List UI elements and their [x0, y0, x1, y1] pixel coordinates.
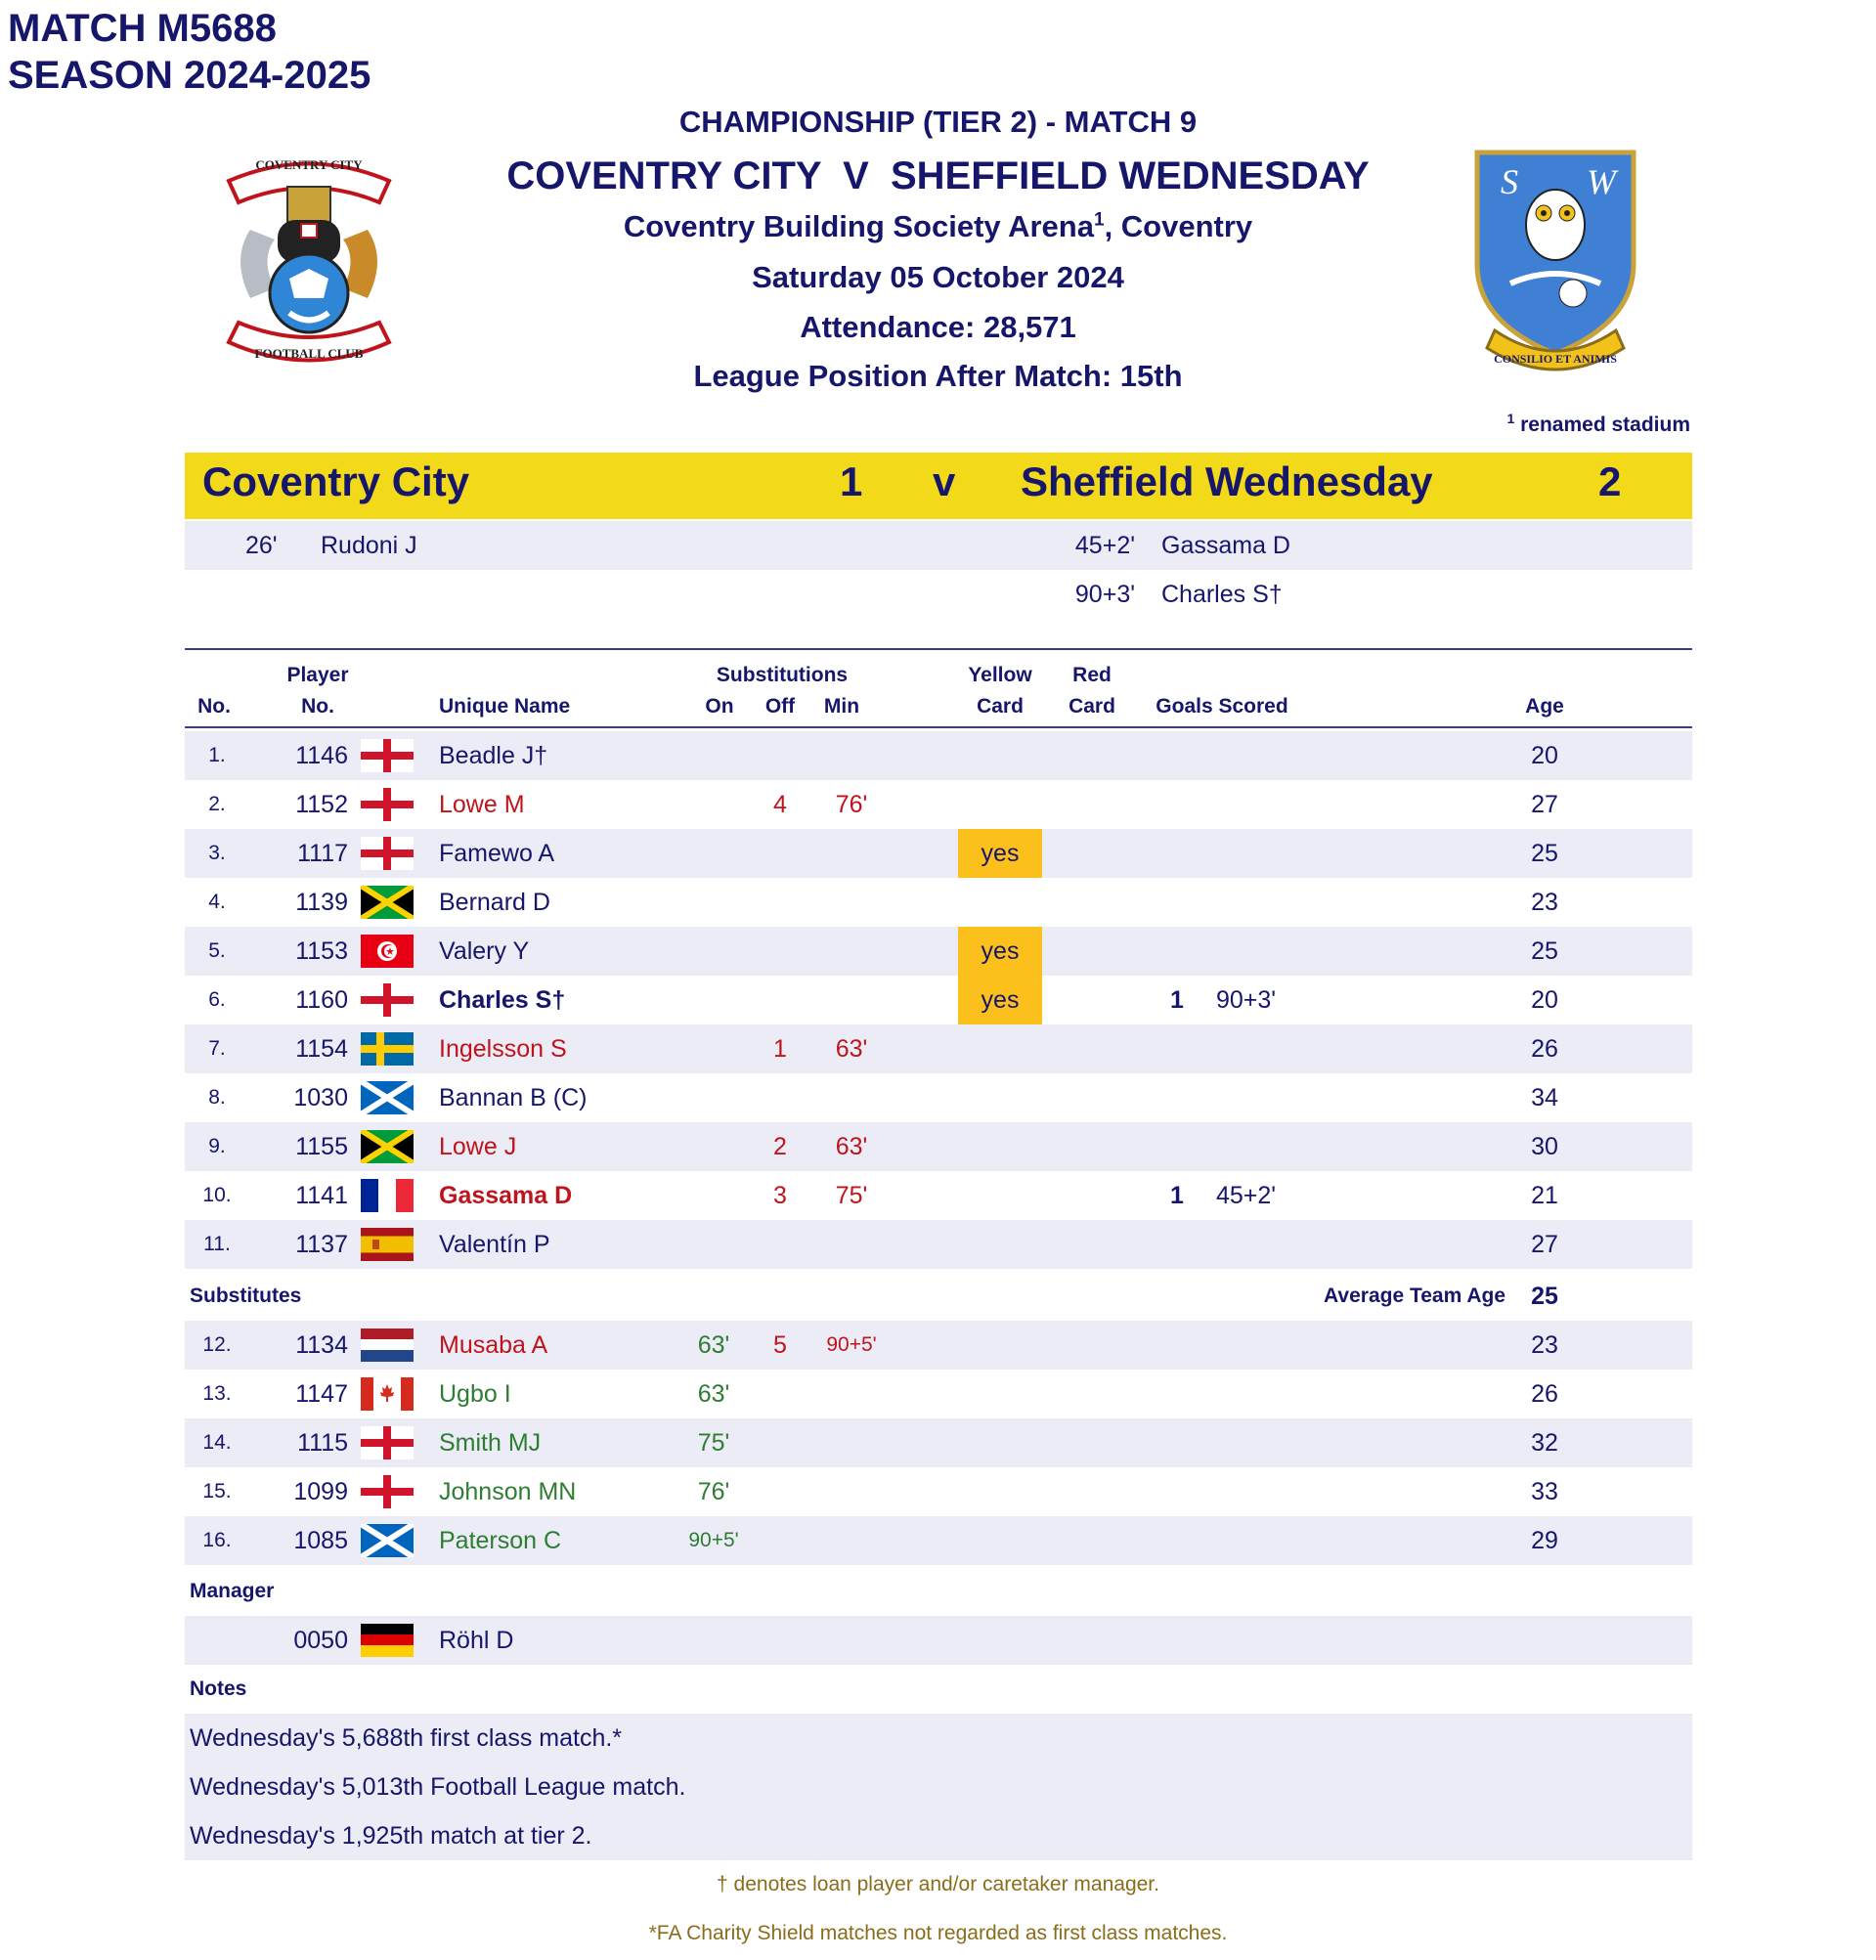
- venue-name: Coventry Building Society Arena: [623, 209, 1094, 243]
- header-no: No.: [197, 695, 231, 718]
- season-label: SEASON 2024-2025: [8, 54, 371, 97]
- player-age: 25: [1531, 937, 1558, 965]
- player-name: Valentín P: [439, 1231, 550, 1258]
- coventry-city-crest-icon: [221, 152, 397, 374]
- shirt-number: 14.: [202, 1431, 232, 1454]
- goals-row-2: [185, 570, 1692, 619]
- notes-label: Notes: [190, 1677, 247, 1700]
- england-flag-icon: [361, 788, 414, 821]
- player-age: 33: [1531, 1478, 1558, 1505]
- player-row: [185, 927, 1692, 976]
- substitutes-label: Substitutes: [190, 1285, 302, 1307]
- sub-off-minute: 90+5': [826, 1333, 877, 1356]
- player-age: 23: [1531, 889, 1558, 916]
- shirt-number: 1.: [208, 744, 226, 766]
- sub-off-number: 4: [773, 791, 787, 818]
- player-number: 1030: [293, 1084, 348, 1111]
- player-number: 1152: [295, 791, 348, 818]
- header-off: Off: [764, 695, 796, 718]
- player-row: [185, 1122, 1692, 1171]
- sub-off-number: 2: [773, 1133, 787, 1160]
- player-row: [185, 1467, 1692, 1516]
- home-crest-top-text: COVENTRY CITY: [255, 157, 363, 172]
- sub-off-minute: 63': [835, 1035, 868, 1063]
- jamaica-flag-icon: [361, 886, 414, 919]
- netherlands-flag-icon: [361, 1328, 414, 1362]
- player-age: 20: [1531, 742, 1558, 769]
- header-player-no-line1: Player: [286, 664, 349, 686]
- player-row: [185, 878, 1692, 927]
- sub-on-minute: 90+5': [688, 1529, 739, 1551]
- player-name: Gassama D: [439, 1182, 573, 1209]
- player-number: 1141: [295, 1182, 348, 1209]
- player-row: [185, 1418, 1692, 1467]
- away-goal-scorer: Gassama D: [1161, 532, 1290, 559]
- header-goals-scored: Goals Scored: [1156, 695, 1288, 718]
- player-name: Bernard D: [439, 889, 550, 916]
- goals-count: 1: [1170, 1182, 1184, 1209]
- venue-footnote-mark: 1: [1093, 209, 1105, 231]
- sub-off-number: 1: [773, 1035, 787, 1063]
- canada-flag-icon: [361, 1377, 414, 1411]
- note-text: Wednesday's 5,688th first class match.*: [190, 1724, 623, 1752]
- header-age: Age: [1525, 695, 1564, 718]
- player-age: 29: [1531, 1527, 1558, 1554]
- shirt-number: 9.: [208, 1135, 226, 1157]
- away-goal-minute: 45+2': [1074, 532, 1135, 559]
- player-name: Beadle J†: [439, 742, 548, 769]
- home-team-name: Coventry City: [202, 458, 470, 504]
- versus-label: v: [933, 458, 956, 504]
- player-name: Ingelsson S: [439, 1035, 567, 1063]
- header-player-no-line2: No.: [301, 695, 334, 718]
- sweden-flag-icon: [361, 1032, 414, 1066]
- player-name: Smith MJ: [439, 1429, 542, 1457]
- player-number: 1115: [297, 1429, 348, 1457]
- player-age: 27: [1531, 1231, 1558, 1258]
- shirt-number: 15.: [202, 1480, 232, 1503]
- shirt-number: 12.: [202, 1333, 232, 1356]
- sub-on-minute: 76': [697, 1478, 730, 1505]
- away-team-name: Sheffield Wednesday: [1021, 458, 1433, 504]
- goal-minute: 90+3': [1216, 986, 1277, 1014]
- note-text: Wednesday's 5,013th Football League match.: [190, 1773, 686, 1801]
- competition-title: CHAMPIONSHIP (TIER 2) - MATCH 9: [678, 105, 1198, 139]
- player-age: 26: [1531, 1035, 1558, 1063]
- shirt-number: 8.: [208, 1086, 226, 1109]
- player-age: 30: [1531, 1133, 1558, 1160]
- match-code: MATCH M5688: [8, 7, 277, 50]
- player-age: 34: [1531, 1084, 1558, 1111]
- player-row: [185, 780, 1692, 829]
- note-row-1: [185, 1714, 1692, 1763]
- player-age: 25: [1531, 840, 1558, 867]
- sub-off-minute: 63': [835, 1133, 868, 1160]
- player-name: Valery Y: [439, 937, 530, 965]
- france-flag-icon: [361, 1179, 414, 1212]
- shirt-number: 2.: [208, 793, 226, 815]
- header-unique-name: Unique Name: [439, 695, 571, 718]
- sub-off-minute: 75': [835, 1182, 868, 1209]
- away-goal-minute: 90+3': [1074, 581, 1135, 608]
- player-row: [185, 1370, 1692, 1418]
- shirt-number: 4.: [208, 891, 226, 913]
- player-row: [185, 731, 1692, 780]
- shirt-number: 16.: [202, 1529, 232, 1551]
- note-row-3: [185, 1811, 1692, 1860]
- away-score: 2: [1598, 458, 1622, 504]
- header-on: On: [705, 695, 734, 718]
- sub-on-minute: 63': [697, 1331, 730, 1359]
- player-age: 26: [1531, 1380, 1558, 1408]
- player-name: Bannan B (C): [439, 1084, 588, 1111]
- player-row: [185, 1321, 1692, 1370]
- shirt-number: 13.: [202, 1382, 232, 1405]
- attendance: Attendance: 28,571: [800, 310, 1076, 344]
- england-flag-icon: [361, 983, 414, 1017]
- table-top-rule: [185, 648, 1692, 650]
- home-score: 1: [840, 458, 863, 504]
- player-number: 1153: [295, 937, 348, 965]
- sub-on-minute: 75': [697, 1429, 730, 1457]
- fixture-title: COVENTRY CITY V SHEFFIELD WEDNESDAY: [506, 154, 1370, 197]
- home-goal-scorer: Rudoni J: [321, 532, 417, 559]
- scotland-flag-icon: [361, 1081, 414, 1114]
- england-flag-icon: [361, 1475, 414, 1508]
- shirt-number: 5.: [208, 939, 226, 962]
- player-number: 1099: [293, 1478, 348, 1505]
- average-age-label: Average Team Age: [1324, 1285, 1505, 1307]
- player-number: 1134: [295, 1331, 348, 1359]
- goal-minute: 45+2': [1216, 1182, 1277, 1209]
- header-min: Min: [823, 695, 860, 718]
- player-row: [185, 1171, 1692, 1220]
- average-age-value: 25: [1531, 1283, 1558, 1310]
- charity-shield-footnote: *FA Charity Shield matches not regarded as first class matches.: [648, 1922, 1228, 1944]
- player-row: [185, 976, 1692, 1024]
- player-age: 21: [1531, 1182, 1558, 1209]
- sub-off-number: 3: [773, 1182, 787, 1209]
- player-name: Johnson MN: [439, 1478, 577, 1505]
- match-date: Saturday 05 October 2024: [752, 260, 1124, 294]
- player-name: Paterson C: [439, 1527, 562, 1554]
- header-yellow-line1: Yellow: [968, 664, 1032, 686]
- england-flag-icon: [361, 837, 414, 870]
- shirt-number: 6.: [208, 988, 226, 1011]
- player-name: Famewo A: [439, 840, 555, 867]
- player-age: 32: [1531, 1429, 1558, 1457]
- shirt-number: 7.: [208, 1037, 226, 1060]
- league-position: League Position After Match: 15th: [693, 359, 1183, 393]
- yellow-card-value: yes: [981, 986, 1020, 1014]
- manager-label: Manager: [190, 1580, 275, 1602]
- header-yellow-line2: Card: [977, 695, 1024, 718]
- player-name: Lowe J: [439, 1133, 517, 1160]
- header-substitutions: Substitutions: [716, 664, 849, 686]
- shirt-number: 11.: [203, 1233, 231, 1255]
- loan-footnote: † denotes loan player and/or caretaker manager.: [717, 1873, 1159, 1895]
- score-bar: [185, 453, 1692, 519]
- germany-flag-icon: [361, 1624, 414, 1657]
- player-number: 1139: [295, 889, 348, 916]
- player-number: 1085: [293, 1527, 348, 1554]
- tunisia-flag-icon: [361, 935, 414, 968]
- player-name: Lowe M: [439, 791, 525, 818]
- player-age: 27: [1531, 791, 1558, 818]
- venue-city: , Coventry: [1104, 209, 1253, 243]
- stadium-footnote-mark: 1: [1506, 411, 1515, 426]
- manager-name: Röhl D: [439, 1627, 514, 1654]
- player-number: 1137: [295, 1231, 348, 1258]
- sheffield-wednesday-crest-icon: [1471, 147, 1639, 389]
- player-name: Musaba A: [439, 1331, 548, 1359]
- stadium-footnote-text: renamed stadium: [1520, 414, 1690, 436]
- table-header-rule: [185, 726, 1692, 728]
- player-number: 1117: [297, 840, 348, 867]
- player-number: 1147: [295, 1380, 348, 1408]
- stadium-footnote: [1506, 411, 1690, 437]
- svg-text:W: W: [1587, 162, 1616, 201]
- shirt-number: 3.: [208, 842, 226, 864]
- player-row: [185, 1516, 1692, 1565]
- sub-off-number: 5: [773, 1331, 787, 1359]
- yellow-card-value: yes: [981, 840, 1020, 867]
- player-number: 1146: [295, 742, 348, 769]
- goals-count: 1: [1170, 986, 1184, 1014]
- svg-text:S: S: [1501, 162, 1518, 201]
- player-age: 20: [1531, 986, 1558, 1014]
- goals-row-1: [185, 521, 1692, 570]
- home-goal-minute: 26': [245, 532, 278, 559]
- manager-player-no: 0050: [293, 1627, 348, 1654]
- sub-off-minute: 76': [835, 791, 868, 818]
- shirt-number: 10.: [202, 1184, 232, 1206]
- header-red-line2: Card: [1069, 695, 1115, 718]
- player-row: [185, 829, 1692, 878]
- player-number: 1155: [295, 1133, 348, 1160]
- england-flag-icon: [361, 739, 414, 772]
- player-name: Charles S†: [439, 986, 566, 1014]
- player-age: 23: [1531, 1331, 1558, 1359]
- player-row: [185, 1220, 1692, 1269]
- player-row: [185, 1073, 1692, 1122]
- away-goal-scorer: Charles S†: [1161, 581, 1283, 608]
- player-number: 1154: [295, 1035, 348, 1063]
- note-row-2: [185, 1763, 1692, 1811]
- england-flag-icon: [361, 1426, 414, 1459]
- sub-on-minute: 63': [697, 1380, 730, 1408]
- header-red-line1: Red: [1072, 664, 1112, 686]
- yellow-card-value: yes: [981, 937, 1020, 965]
- spain-flag-icon: [361, 1228, 414, 1261]
- scotland-flag-icon: [361, 1524, 414, 1557]
- home-crest-bottom-text: FOOTBALL CLUB: [254, 346, 364, 361]
- jamaica-flag-icon: [361, 1130, 414, 1163]
- player-number: 1160: [295, 986, 348, 1014]
- note-text: Wednesday's 1,925th match at tier 2.: [190, 1822, 592, 1850]
- player-row: [185, 1024, 1692, 1073]
- away-crest-motto: CONSILIO ET ANIMIS: [1494, 352, 1617, 366]
- player-name: Ugbo I: [439, 1380, 511, 1408]
